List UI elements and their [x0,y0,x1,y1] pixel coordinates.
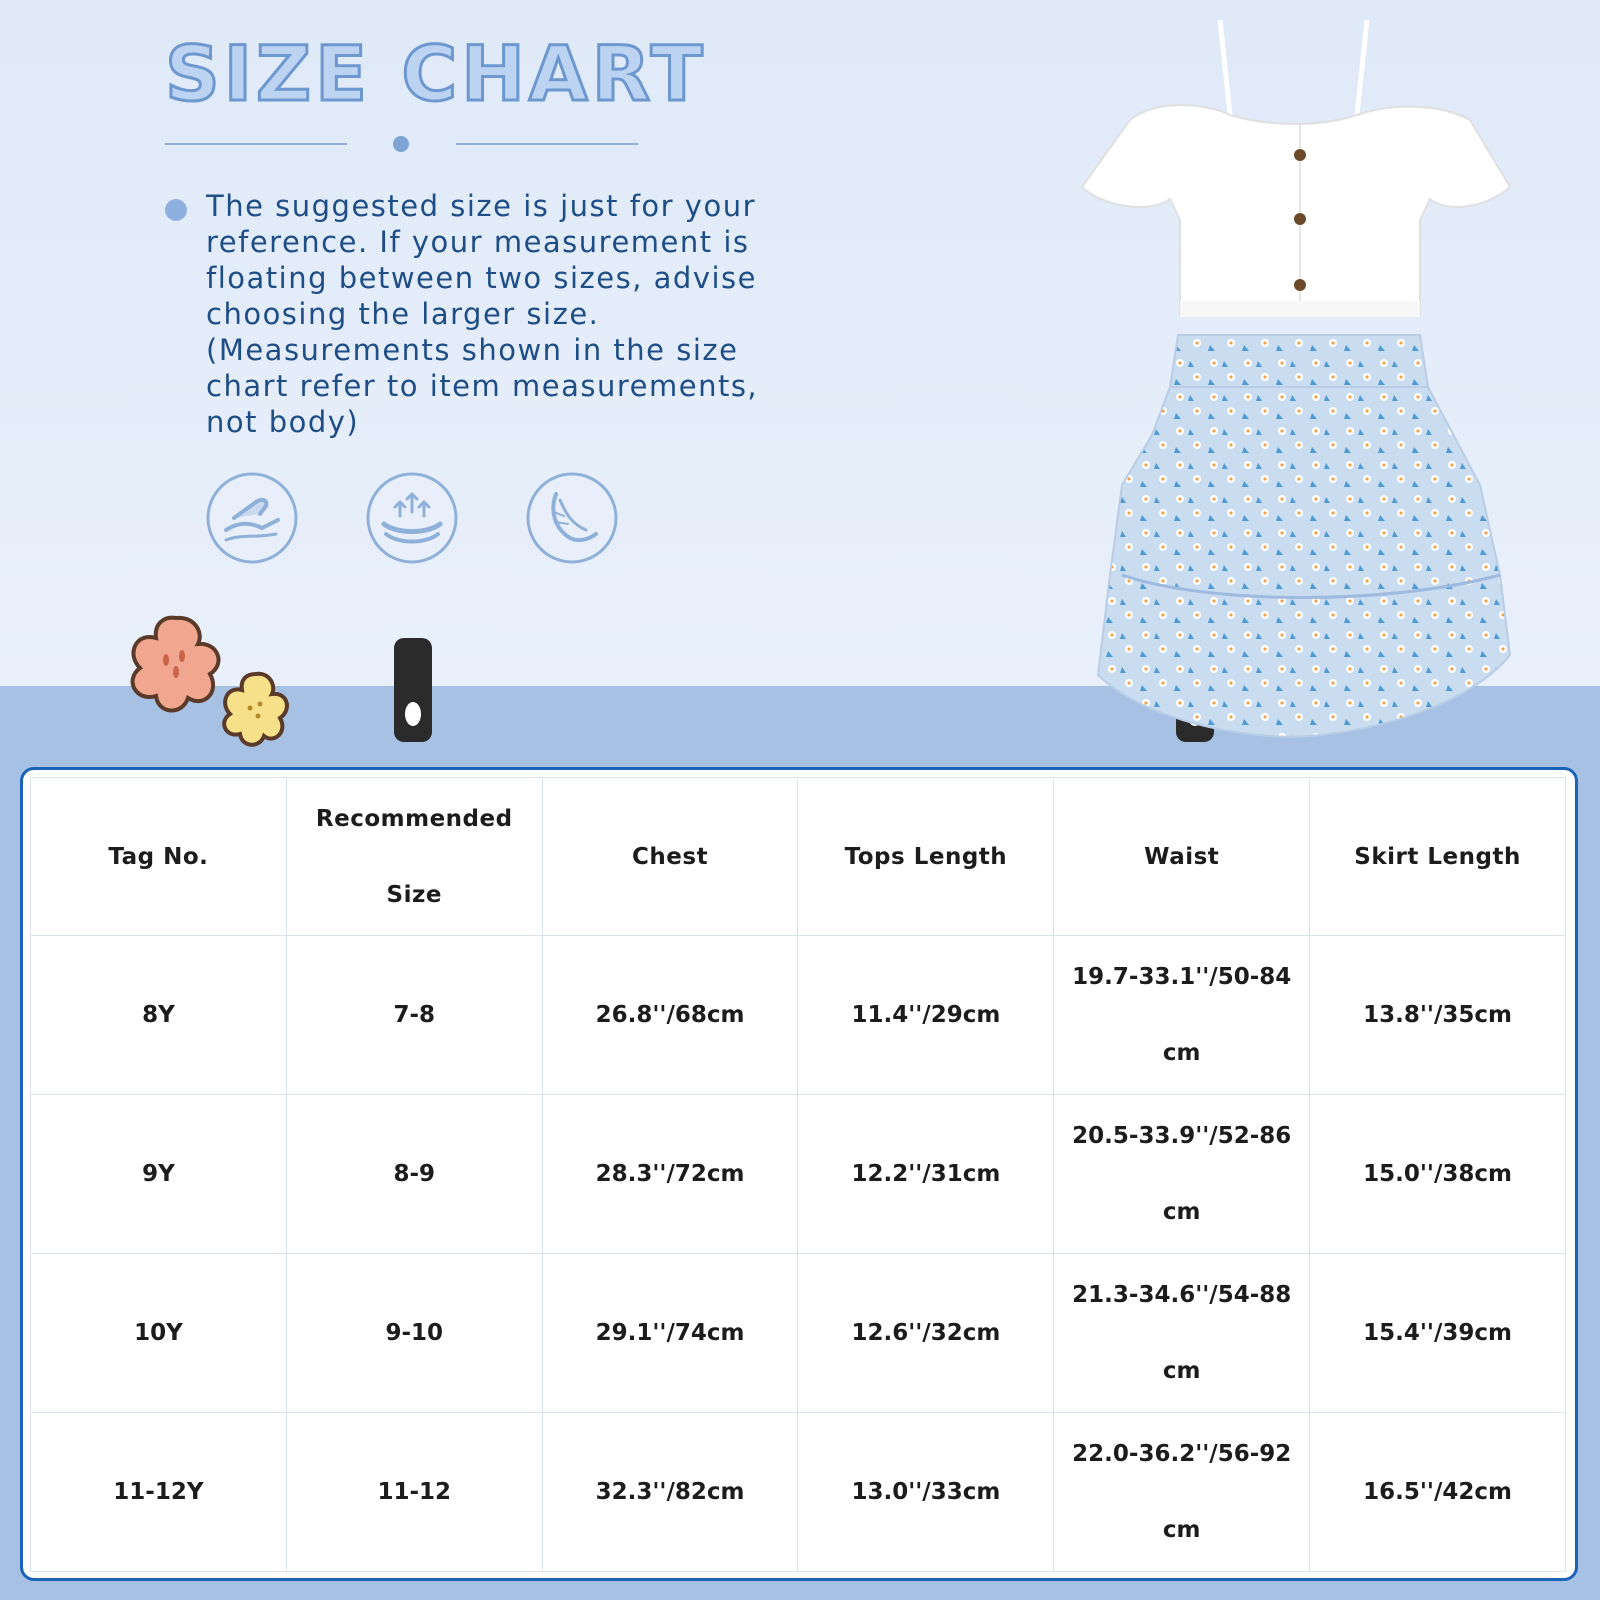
col-tops-length: Tops Length [798,778,1054,936]
cell-tag: 8Y [31,936,287,1095]
cell-chest: 28.3''/72cm [542,1095,798,1254]
cell-waist: 19.7-33.1''/50-84 cm [1054,936,1310,1095]
cell-size: 7-8 [286,936,542,1095]
divider-dot [393,136,409,152]
table-row [31,1095,1566,1254]
cell-skirt-length: 15.4''/39cm [1310,1254,1566,1413]
cell-skirt-length: 13.8''/35cm [1310,936,1566,1095]
hand-soft-icon [206,472,298,564]
table-row [31,1254,1566,1413]
cell-size: 8-9 [286,1095,542,1254]
cell-skirt-length: 16.5''/42cm [1310,1413,1566,1572]
page-title [165,28,885,118]
clip-tab-left [394,638,432,742]
cell-skirt-length: 15.0''/38cm [1310,1095,1566,1254]
table-row [31,1413,1566,1572]
col-waist: Waist [1054,778,1310,936]
divider-left [165,143,347,145]
product-image [1070,15,1520,750]
cell-tops-length: 12.2''/31cm [798,1095,1054,1254]
cell-chest: 32.3''/82cm [542,1413,798,1572]
size-table [30,777,1566,1572]
cell-waist: 22.0-36.2''/56-92 cm [1054,1413,1310,1572]
col-chest: Chest [542,778,798,936]
title-text: SIZE CHART [165,29,707,118]
size-note: The suggested size is just for your reference. If your measurement is floating between two sizes, advise choosing the larger size. (Measurements shown in the size chart refer to item measurements, not body) [206,189,759,439]
feather-icon [526,472,618,564]
col-tag-no: Tag No. [31,778,287,936]
cell-tag: 10Y [31,1254,287,1413]
bullet-dot [165,199,187,221]
cell-tag: 9Y [31,1095,287,1254]
table-row [31,936,1566,1095]
divider-right [456,143,638,145]
cell-tops-length: 12.6''/32cm [798,1254,1054,1413]
size-table-card [20,767,1578,1581]
cell-size: 11-12 [286,1413,542,1572]
breathable-icon [366,472,458,564]
flowers-decoration [118,612,308,752]
table-header-row [31,778,1566,936]
cell-tag: 11-12Y [31,1413,287,1572]
col-recommended-size: Recommended Size [286,778,542,936]
cell-tops-length: 11.4''/29cm [798,936,1054,1095]
col-skirt-length: Skirt Length [1310,778,1566,936]
cell-waist: 21.3-34.6''/54-88 cm [1054,1254,1310,1413]
cell-size: 9-10 [286,1254,542,1413]
cell-tops-length: 13.0''/33cm [798,1413,1054,1572]
cell-chest: 29.1''/74cm [542,1254,798,1413]
cell-waist: 20.5-33.9''/52-86 cm [1054,1095,1310,1254]
cell-chest: 26.8''/68cm [542,936,798,1095]
